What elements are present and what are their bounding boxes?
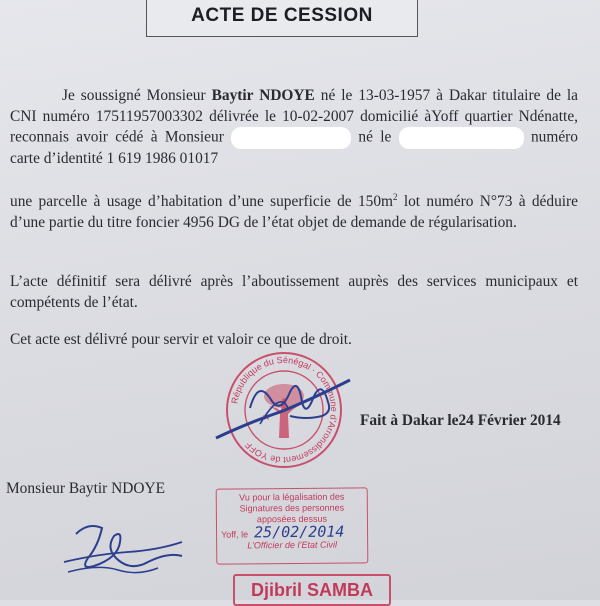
paragraph-validity: Cet acte est délivré pour servir et valoir ce que de droit. xyxy=(10,331,352,348)
signatory-name: Monsieur Baytir NDOYE xyxy=(6,480,166,497)
p2-text-b: lot numéro N°73 à déduire d’une partie du titre foncier 4956 DG de l’état objet de demande de régularisation. xyxy=(10,193,579,231)
paragraph-parties xyxy=(10,86,578,170)
legal-stamp-line1: Vu pour la légalisation des xyxy=(239,491,345,503)
seller-name: Baytir NDOYE xyxy=(211,87,315,104)
p2-superscript: 2 xyxy=(393,191,398,202)
legal-stamp-officer: L’Officier de l’Etat Civil xyxy=(247,539,337,551)
p2-text-a: une parcelle à usage d’habitation d’une superficie de 150m xyxy=(10,193,394,210)
legal-stamp-handwritten-date: 25/02/2014 xyxy=(254,522,345,542)
paragraph-parcel xyxy=(10,192,578,233)
title-box xyxy=(146,0,418,37)
svg-text:★: ★ xyxy=(262,412,271,423)
legal-stamp-place: Yoff, le xyxy=(221,529,249,540)
p1-born: né le xyxy=(351,128,399,146)
p1-details: né le 13-03-1957 à Dakar titulaire de la CNI numéro 17511957003302 délivrée le 10-02-2007 domicilié àYoff quartier Ndénatte, reconnais avoir cédé à Monsieur xyxy=(10,87,578,146)
p1-intro: Je soussigné Monsieur xyxy=(62,87,212,104)
legal-stamp-date-line xyxy=(217,522,367,542)
seal-ring-text: République du Sénégal · Commune d’Arrondissement de YOFF xyxy=(229,354,340,466)
document-title: ACTE DE CESSION xyxy=(191,5,373,26)
signatory-signature-icon xyxy=(58,512,188,582)
paragraph-definitive-act: L’acte définitif sera délivré après l’aboutissement auprès des services municipaux et compétents de l’état. xyxy=(10,273,578,311)
place-and-date: Fait à Dakar le24 Février 2014 xyxy=(360,412,561,429)
legalisation-stamp xyxy=(216,487,369,564)
legal-stamp-line2: Signatures des personnes xyxy=(239,502,345,514)
p1-id-number: numéro carte d’identité 1 619 1986 01017 xyxy=(10,128,578,167)
legal-stamp-line3: apposées dessus xyxy=(256,513,328,525)
officer-name-stamp: Djibril SAMBA xyxy=(233,574,391,606)
redaction-buyer-name xyxy=(231,127,351,149)
redaction-buyer-birth xyxy=(399,127,524,149)
signature-scribble-icon xyxy=(210,372,360,452)
